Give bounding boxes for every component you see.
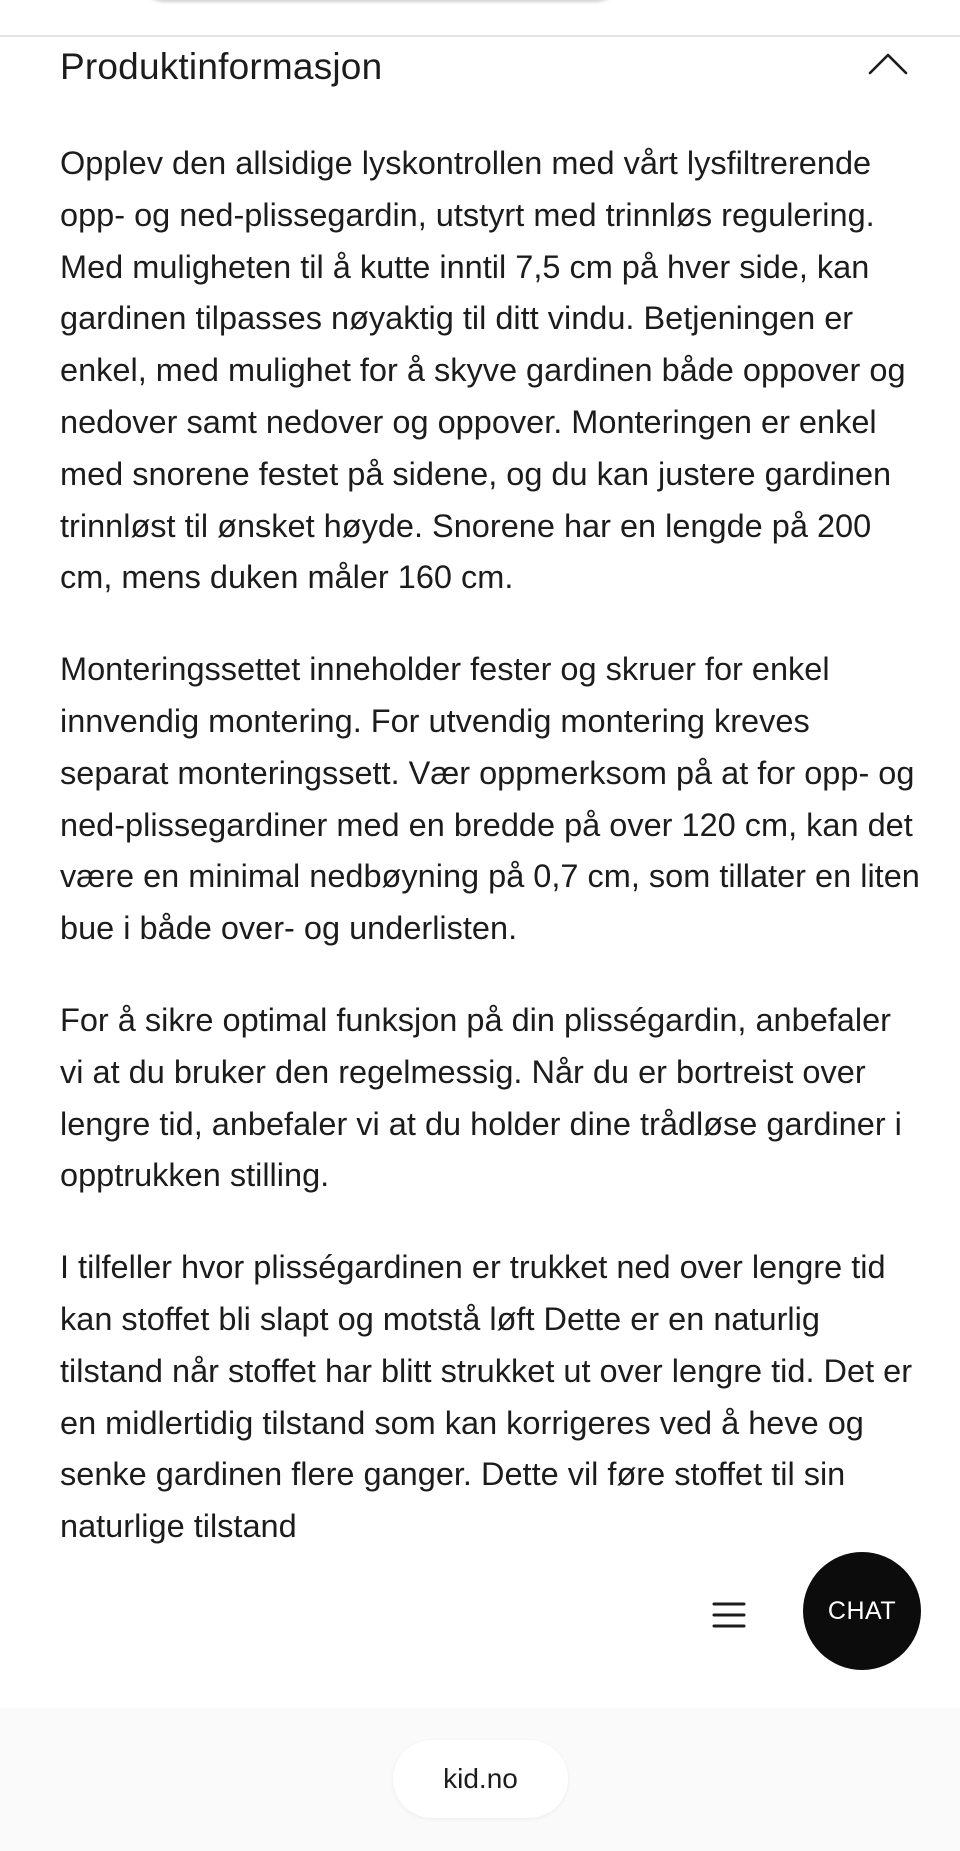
description-paragraph: I tilfeller hvor plisségardinen er trukket ned over lengre tid kan stoffet bli slapt og motstå løft Dette er en naturlig tilstand når stoffet har blitt strukket ut over lengre tid. Det er en midlertidig tilstand som kan korrigeres ved å heve og senke gardinen flere ganger. Dette vil føre stoffet til sin naturlige tilstand — [60, 1249, 913, 1545]
chat-button[interactable]: CHAT — [803, 1552, 921, 1670]
description-paragraph: For å sikre optimal funksjon på din plisségardin, anbefaler vi at du bruker den regelmessig. Når du er bortreist over lengre tid, anbefaler vi at du holder dine trådløse gardiner i opptrukken stilling. — [60, 1001, 902, 1194]
product-info-accordion-header[interactable] — [0, 37, 960, 99]
address-bar-domain[interactable]: kid.no — [393, 1740, 568, 1818]
menu-button[interactable] — [694, 1580, 764, 1650]
section-title: Produktinformasjon — [60, 46, 383, 87]
chevron-up-icon[interactable] — [868, 51, 908, 77]
description-paragraph: Monteringssettet inneholder fester og skruer for enkel innvendig montering. For utvendig montering kreves separat monteringssett. Vær oppmerksom på at for opp- og ned-plissegardiner med en bredde på over 120 cm, kan det være en minimal nedbøyning på 0,7 cm, som tillater en liten bue i både over- og underlisten. — [60, 651, 920, 947]
description-paragraph: Opplev den allsidige lyskontrollen med vårt lysfiltrerende opp- og ned-plissegardin, utstyrt med trinnløs regulering. Med muligheten til å kutte inntil 7,5 cm på hver side, kan gardinen tilpasses nøyaktig til ditt vindu. Betjeningen er enkel, med mulighet for å skyve gardinen både oppover og nedover samt nedover og oppover. Monteringen er enkel med snorene festet på sidene, og du kan justere gardinen trinnløst til ønsket høyde. Snorene har en lengde på 200 cm, mens duken måler 160 cm. — [60, 145, 906, 596]
menu-icon — [712, 1600, 746, 1630]
product-description — [60, 138, 920, 1708]
